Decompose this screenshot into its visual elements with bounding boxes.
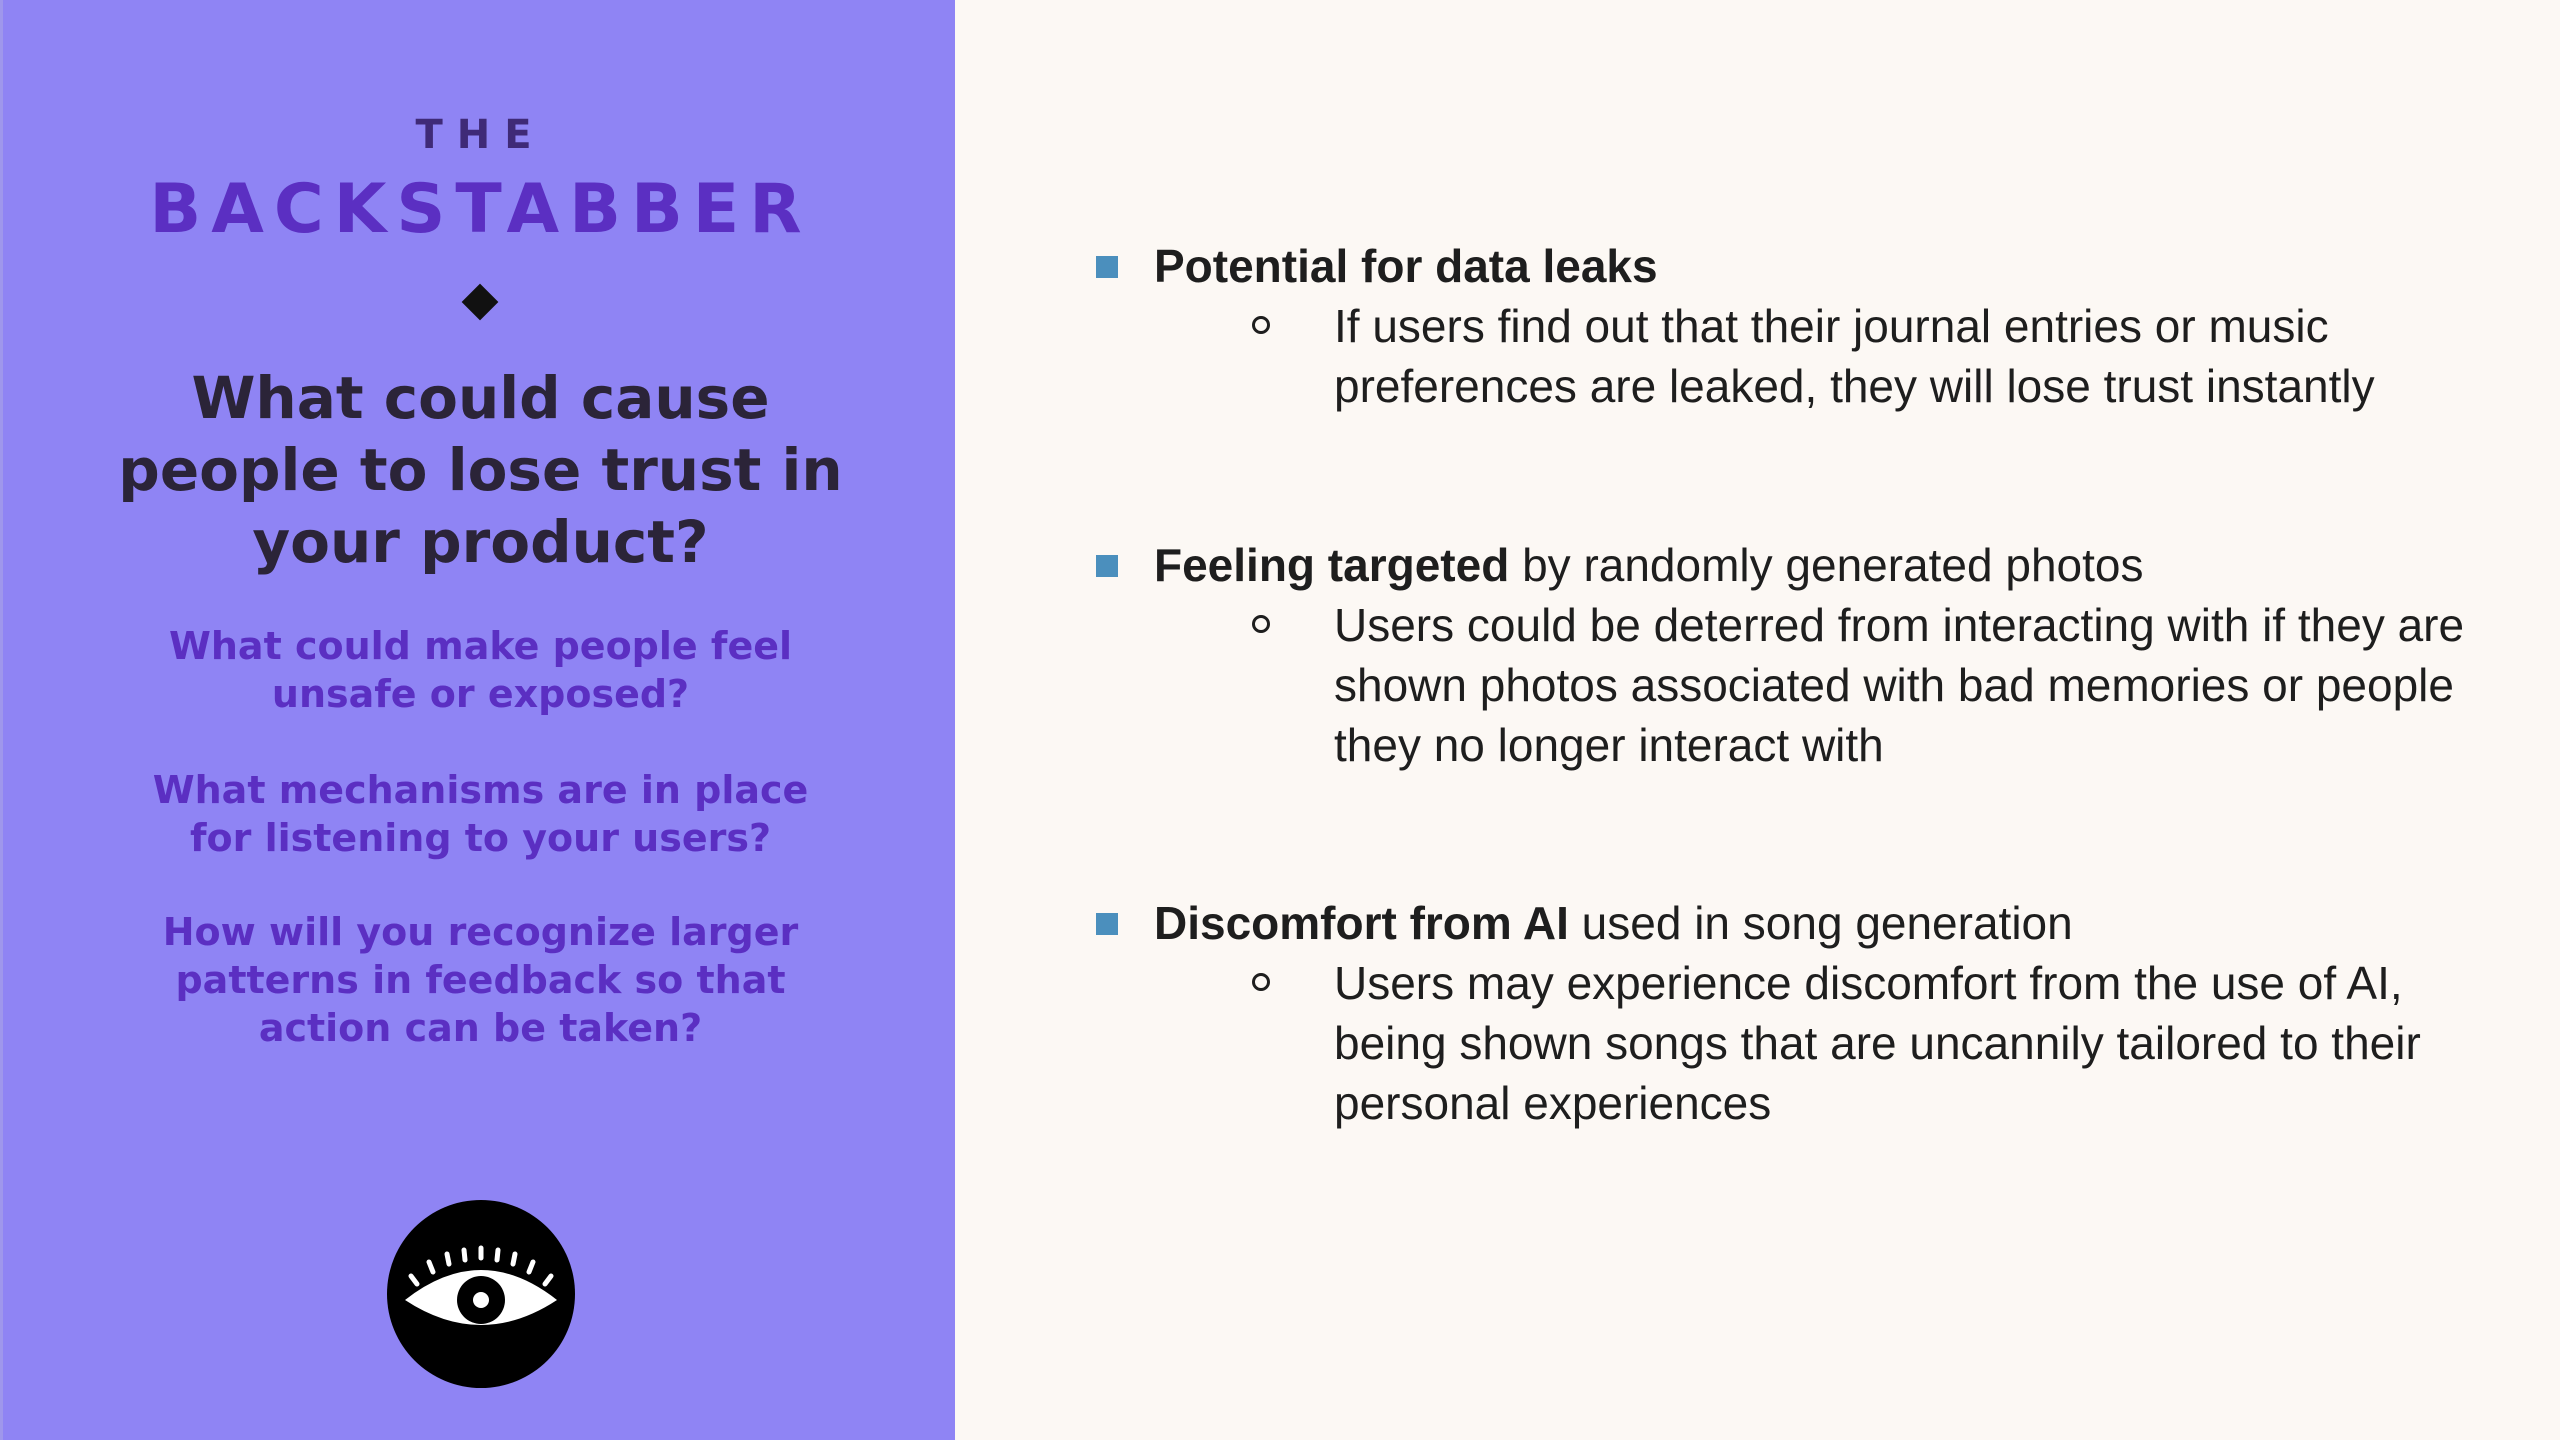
circle-bullet-icon	[1252, 615, 1270, 633]
square-bullet-icon	[1096, 555, 1118, 577]
square-bullet-icon	[1096, 256, 1118, 278]
circle-bullet-icon	[1252, 973, 1270, 991]
backstabber-card	[0, 0, 955, 1440]
card-prompt: What mechanisms are in place for listening to your users?	[152, 768, 809, 860]
bullet-heading	[1154, 236, 1658, 296]
bullet-heading-rest: by randomly generated photos	[1509, 539, 2144, 591]
bullet-heading-bold: Feeling targeted	[1154, 539, 1510, 591]
card-eyebrow: THE	[415, 112, 546, 158]
eye-icon	[387, 1200, 575, 1388]
bullet-detail: Users could be deterred from interacting with if they are shown photos associated with bad memories or people they no longer interact with	[1334, 599, 2465, 771]
bullet-detail: If users find out that their journal entries or music preferences are leaked, they will lose trust instantly	[1334, 300, 2375, 412]
card-prompt: What could make people feel unsafe or exposed?	[168, 624, 793, 716]
bullet-heading	[1154, 893, 2073, 953]
diamond-icon	[462, 284, 499, 321]
bullet-heading-bold: Potential for data leaks	[1154, 240, 1658, 292]
bullet-heading	[1154, 535, 2143, 595]
square-bullet-icon	[1096, 913, 1118, 935]
circle-bullet-icon	[1252, 316, 1270, 334]
card-question: What could cause people to lose trust in your product?	[118, 364, 843, 576]
bullet-heading-bold: Discomfort from AI	[1154, 897, 1569, 949]
bullet-detail: Users may experience discomfort from the use of AI, being shown songs that are uncannily tailored to their personal experiences	[1334, 957, 2421, 1129]
card-prompt: How will you recognize larger patterns in feedback so that action can be taken?	[162, 910, 799, 1050]
bullet-heading-rest: used in song generation	[1568, 897, 2073, 949]
card-title: BACKSTABBER	[149, 170, 812, 249]
